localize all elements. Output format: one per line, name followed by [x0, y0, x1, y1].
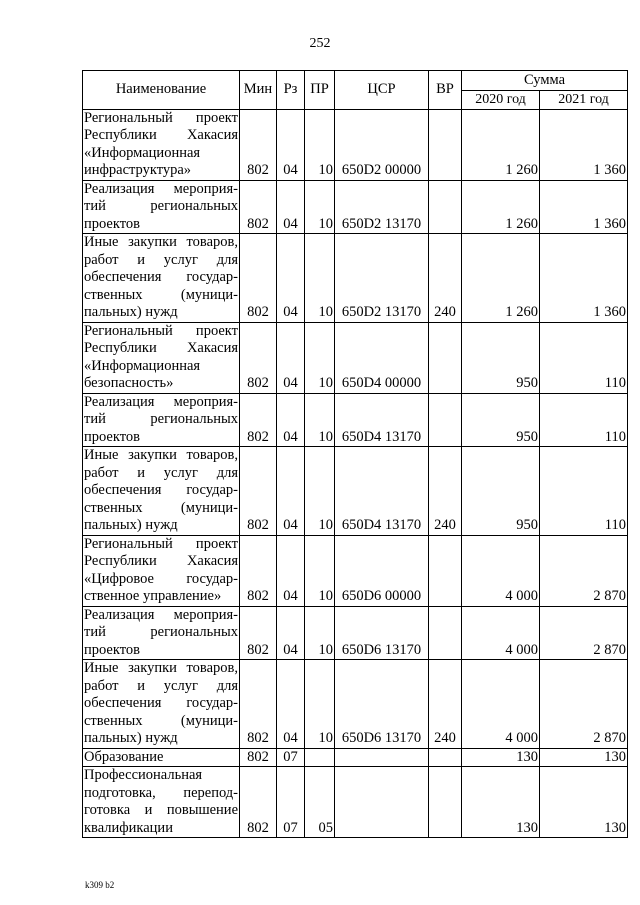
row-name-line: «Информационная — [84, 357, 201, 374]
table-row — [83, 535, 628, 606]
row-name-line: «Информационная — [84, 144, 201, 161]
cell-y2020: 4 000 — [462, 606, 540, 660]
cell-min: 802 — [240, 660, 277, 749]
cell-min: 802 — [240, 535, 277, 606]
row-name-line: Реализация мероприя- — [84, 180, 238, 197]
cell-vr — [429, 748, 462, 767]
cell-rz: 04 — [277, 393, 305, 447]
cell-csr — [335, 767, 429, 838]
row-name-line: инфраструктура» — [84, 162, 192, 178]
col-header-csr: ЦСР — [335, 71, 429, 110]
row-name-line: проектов — [84, 428, 140, 445]
row-name — [83, 535, 240, 606]
col-header-rz: Рз — [277, 71, 305, 110]
cell-y2020: 950 — [462, 393, 540, 447]
cell-rz: 04 — [277, 234, 305, 323]
row-name-line: безопасность» — [84, 375, 174, 391]
cell-pr: 10 — [305, 606, 335, 660]
cell-min: 802 — [240, 748, 277, 767]
cell-y2021: 130 — [540, 767, 628, 838]
cell-y2020: 4 000 — [462, 535, 540, 606]
cell-vr: 240 — [429, 447, 462, 536]
table-row — [83, 322, 628, 393]
cell-y2021: 110 — [540, 393, 628, 447]
cell-rz: 04 — [277, 606, 305, 660]
row-name-line: работ и услуг для — [84, 251, 238, 268]
cell-min: 802 — [240, 234, 277, 323]
cell-rz: 04 — [277, 660, 305, 749]
cell-vr: 240 — [429, 234, 462, 323]
cell-y2021: 1 360 — [540, 109, 628, 180]
row-name-line: Реализация мероприя- — [84, 606, 238, 623]
cell-y2020: 950 — [462, 447, 540, 536]
col-header-pr: ПР — [305, 71, 335, 110]
cell-y2021: 1 360 — [540, 234, 628, 323]
col-header-name: Наименование — [83, 71, 240, 110]
cell-pr: 10 — [305, 393, 335, 447]
cell-csr: 650D6 13170 — [335, 606, 429, 660]
cell-vr — [429, 393, 462, 447]
row-name-line: работ и услуг для — [84, 464, 238, 481]
cell-y2020: 1 260 — [462, 109, 540, 180]
cell-y2020: 1 260 — [462, 180, 540, 234]
footer-code: k309 b2 — [85, 880, 115, 890]
cell-pr: 10 — [305, 660, 335, 749]
col-header-year-2020: 2020 год — [462, 91, 540, 110]
table-row — [83, 748, 628, 767]
cell-csr: 650D6 13170 — [335, 660, 429, 749]
cell-pr — [305, 748, 335, 767]
cell-min: 802 — [240, 180, 277, 234]
cell-csr — [335, 748, 429, 767]
row-name-line: пальных) нужд — [84, 730, 178, 746]
cell-csr: 650D2 00000 — [335, 109, 429, 180]
row-name-line: ственное управление» — [84, 588, 222, 604]
table-row — [83, 234, 628, 323]
cell-y2021: 130 — [540, 748, 628, 767]
cell-rz: 04 — [277, 109, 305, 180]
cell-y2021: 2 870 — [540, 606, 628, 660]
cell-rz: 04 — [277, 447, 305, 536]
row-name-line: Региональный проект — [84, 322, 238, 339]
cell-vr: 240 — [429, 660, 462, 749]
col-header-year-2021: 2021 год — [540, 91, 628, 110]
row-name-line: ственных (муници- — [84, 499, 238, 516]
cell-y2021: 110 — [540, 447, 628, 536]
row-name-line: обеспечения государ- — [84, 269, 238, 285]
table-row — [83, 109, 628, 180]
cell-rz: 07 — [277, 748, 305, 767]
cell-min: 802 — [240, 322, 277, 393]
row-name-line: ственных (муници- — [84, 286, 238, 303]
cell-y2020: 4 000 — [462, 660, 540, 749]
row-name-line: пальных) нужд — [84, 304, 178, 320]
table-row — [83, 180, 628, 234]
row-name-line: ственных (муници- — [84, 712, 238, 729]
table-header — [83, 71, 628, 110]
row-name-line: тий региональных — [84, 198, 238, 214]
cell-vr — [429, 606, 462, 660]
row-name — [83, 447, 240, 536]
cell-y2021: 1 360 — [540, 180, 628, 234]
cell-y2020: 130 — [462, 767, 540, 838]
cell-min: 802 — [240, 393, 277, 447]
cell-csr: 650D4 13170 — [335, 393, 429, 447]
budget-table — [82, 70, 628, 838]
cell-pr: 05 — [305, 767, 335, 838]
row-name-line: подготовка, перепод- — [84, 784, 238, 801]
row-name — [83, 748, 240, 767]
cell-pr: 10 — [305, 234, 335, 323]
cell-y2020: 950 — [462, 322, 540, 393]
row-name-line: Иные закупки товаров, — [84, 660, 238, 676]
row-name-line: тий региональных — [84, 411, 238, 427]
col-header-sum: Сумма — [462, 71, 628, 91]
row-name — [83, 109, 240, 180]
row-name-line: Региональный проект — [84, 109, 238, 126]
row-name-line: обеспечения государ- — [84, 695, 238, 711]
cell-csr: 650D4 13170 — [335, 447, 429, 536]
cell-vr — [429, 767, 462, 838]
table-row — [83, 447, 628, 536]
cell-rz: 04 — [277, 322, 305, 393]
cell-y2021: 110 — [540, 322, 628, 393]
cell-min: 802 — [240, 767, 277, 838]
row-name — [83, 767, 240, 838]
row-name-line: Иные закупки товаров, — [84, 447, 238, 463]
table-row — [83, 393, 628, 447]
table-body — [83, 109, 628, 838]
row-name-line: тий региональных — [84, 624, 238, 640]
row-name-line: проектов — [84, 641, 140, 658]
table-row — [83, 606, 628, 660]
cell-y2020: 130 — [462, 748, 540, 767]
col-header-min: Мин — [240, 71, 277, 110]
cell-min: 802 — [240, 606, 277, 660]
cell-csr: 650D2 13170 — [335, 180, 429, 234]
row-name-line: работ и услуг для — [84, 677, 238, 694]
cell-min: 802 — [240, 109, 277, 180]
row-name — [83, 660, 240, 749]
cell-rz: 07 — [277, 767, 305, 838]
cell-pr: 10 — [305, 109, 335, 180]
row-name — [83, 606, 240, 660]
row-name-line: Образование — [84, 748, 164, 765]
col-header-vr: ВР — [429, 71, 462, 110]
cell-pr: 10 — [305, 535, 335, 606]
row-name-line: Реализация мероприя- — [84, 393, 238, 410]
cell-rz: 04 — [277, 535, 305, 606]
row-name-line: пальных) нужд — [84, 517, 178, 533]
cell-vr — [429, 109, 462, 180]
cell-csr: 650D6 00000 — [335, 535, 429, 606]
row-name-line: Региональный проект — [84, 535, 238, 552]
cell-min: 802 — [240, 447, 277, 536]
row-name — [83, 180, 240, 234]
row-name — [83, 234, 240, 323]
table-row — [83, 767, 628, 838]
row-name-line: Профессиональная — [84, 767, 203, 783]
row-name-line: Республики Хакасия — [84, 127, 238, 143]
cell-csr: 650D2 13170 — [335, 234, 429, 323]
cell-pr: 10 — [305, 447, 335, 536]
row-name-line: «Цифровое государ- — [84, 570, 238, 587]
cell-pr: 10 — [305, 322, 335, 393]
table-row — [83, 660, 628, 749]
row-name-line: Республики Хакасия — [84, 553, 238, 569]
cell-vr — [429, 535, 462, 606]
row-name-line: обеспечения государ- — [84, 482, 238, 498]
row-name-line: готовка и повышение — [84, 802, 238, 818]
page-number: 252 — [309, 36, 331, 51]
cell-y2020: 1 260 — [462, 234, 540, 323]
cell-y2021: 2 870 — [540, 660, 628, 749]
row-name-line: Республики Хакасия — [84, 340, 238, 356]
cell-pr: 10 — [305, 180, 335, 234]
cell-rz: 04 — [277, 180, 305, 234]
cell-y2021: 2 870 — [540, 535, 628, 606]
row-name — [83, 322, 240, 393]
cell-vr — [429, 180, 462, 234]
row-name-line: Иные закупки товаров, — [84, 234, 238, 250]
row-name — [83, 393, 240, 447]
row-name-line: квалификации — [84, 819, 173, 836]
cell-vr — [429, 322, 462, 393]
row-name-line: проектов — [84, 215, 140, 232]
cell-csr: 650D4 00000 — [335, 322, 429, 393]
